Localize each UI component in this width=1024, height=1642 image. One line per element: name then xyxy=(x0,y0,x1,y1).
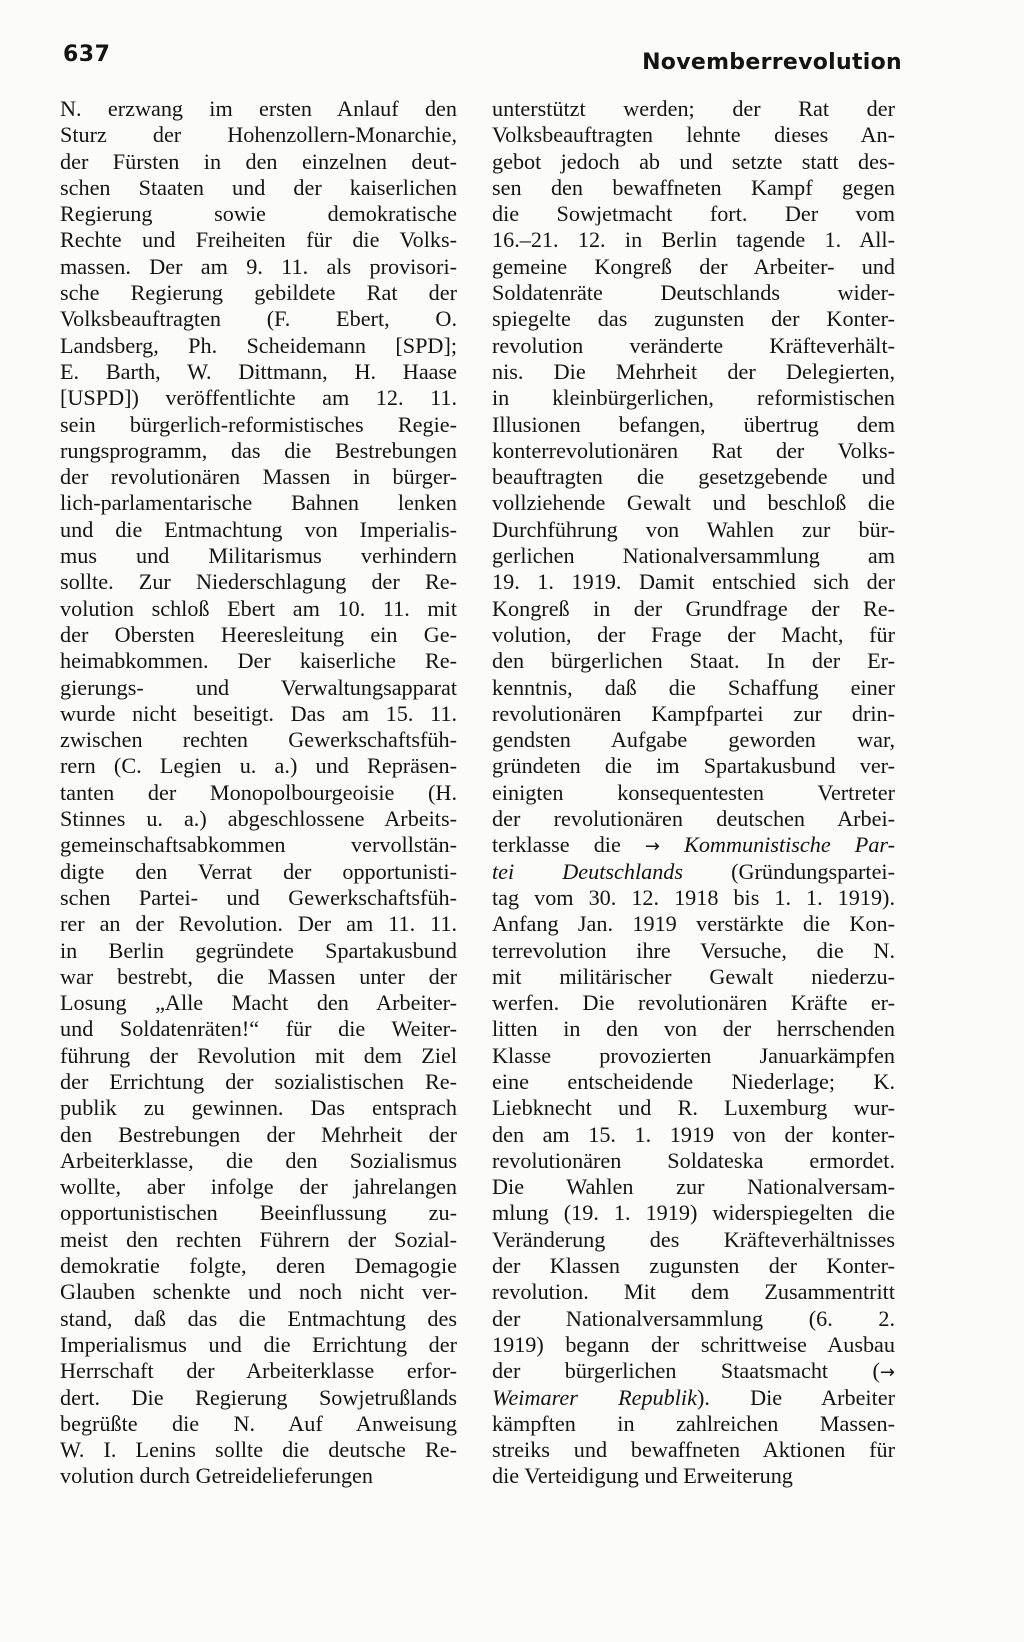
text-line: revolutionären Kampfpartei zur drin- xyxy=(492,700,895,726)
text-line: terrevolution ihre Versuche, die N. xyxy=(492,937,895,963)
text-line: Herrschaft der Arbeiterklasse erfor- xyxy=(60,1358,457,1384)
text-line: Stinnes u. a.) abgeschlossene Arbeits- xyxy=(60,806,457,832)
left-text-column xyxy=(60,96,457,1490)
text-line xyxy=(492,832,895,858)
text-line: Klasse provozierten Januarkämpfen xyxy=(492,1042,895,1068)
text-line: führung der Revolution mit dem Ziel xyxy=(60,1042,457,1068)
text-fragment: 1919) begann der schrittweise Ausbau xyxy=(492,1331,895,1357)
text-line: Landsberg, Ph. Scheidemann [SPD]; xyxy=(60,332,457,358)
text-fragment: der bürgerlichen Staatsmacht ( xyxy=(492,1358,880,1384)
text-line: konterrevolutionären Rat der Volks- xyxy=(492,437,895,463)
text-line: Volksbeauftragten lehnte dieses An- xyxy=(492,122,895,148)
text-line: Volksbeauftragten (F. Ebert, O. xyxy=(60,306,457,332)
text-line: volution, der Frage der Macht, für xyxy=(492,621,895,647)
text-line: Imperialismus und die Errichtung der xyxy=(60,1331,457,1357)
text-line: werfen. Die revolutionären Kräfte er- xyxy=(492,990,895,1016)
text-line: den am 15. 1. 1919 von der konter- xyxy=(492,1121,895,1147)
text-line xyxy=(492,859,895,885)
text-line: und die Entmachtung von Imperialis- xyxy=(60,516,457,542)
text-line xyxy=(492,1385,895,1411)
text-line: in kleinbürgerlichen, reformistischen xyxy=(492,385,895,411)
text-line: der Obersten Heeresleitung ein Ge- xyxy=(60,621,457,647)
text-line: sein bürgerlich-reformistisches Regie- xyxy=(60,411,457,437)
text-line: die Verteidigung und Erweiterung xyxy=(492,1463,793,1489)
text-line: begrüßte die N. Auf Anweisung xyxy=(60,1410,457,1436)
text-line: massen. Der am 9. 11. als provisori- xyxy=(60,253,457,279)
text-line: Glauben schenkte und noch nicht ver- xyxy=(60,1279,457,1305)
text-line: sche Regierung gebildete Rat der xyxy=(60,280,457,306)
text-line: Liebknecht und R. Luxemburg wur- xyxy=(492,1095,895,1121)
cross-reference-term: Weimarer Republik xyxy=(492,1384,697,1410)
text-line: Anfang Jan. 1919 verstärkte die Kon- xyxy=(492,911,895,937)
text-line: der revolutionären deutschen Arbei- xyxy=(492,806,895,832)
text-line: revolution. Mit dem Zusammentritt xyxy=(492,1279,895,1305)
text-line: gemeinschaftsabkommen vervollstän- xyxy=(60,832,457,858)
text-line: war bestrebt, die Massen unter der xyxy=(60,963,457,989)
text-line: gemeine Kongreß der Arbeiter- und xyxy=(492,253,895,279)
text-line: 16.–21. 12. in Berlin tagende 1. All- xyxy=(492,227,895,253)
text-line: dert. Die Regierung Sowjetrußlands xyxy=(60,1384,457,1410)
text-line: den Bestrebungen der Mehrheit der xyxy=(60,1121,457,1147)
cross-reference-term: tei Deutschlands xyxy=(492,858,684,884)
text-line: sen den bewaffneten Kampf gegen xyxy=(492,174,895,200)
text-line: volution schloß Ebert am 10. 11. mit xyxy=(60,595,457,621)
text-line: der Klassen zugunsten der Konter- xyxy=(492,1253,895,1279)
text-line: gründeten die im Spartakusbund ver- xyxy=(492,753,895,779)
text-line: litten in den von der herrschenden xyxy=(492,1016,895,1042)
text-line: Veränderung des Kräfteverhältnisses xyxy=(492,1226,895,1252)
text-line: einigten konsequentesten Vertreter xyxy=(492,779,895,805)
text-line: Durchführung von Wahlen zur bür- xyxy=(492,516,895,542)
text-line: digte den Verrat der opportunisti- xyxy=(60,858,457,884)
text-line: Losung „Alle Macht den Arbeiter- xyxy=(60,990,457,1016)
text-line: die Sowjetmacht fort. Der vom xyxy=(492,201,895,227)
text-line: kenntnis, daß die Schaffung einer xyxy=(492,674,895,700)
text-line: 19. 1. 1919. Damit entschied sich der xyxy=(492,569,895,595)
text-line: Illusionen befangen, übertrug dem xyxy=(492,411,895,437)
text-line: meist den rechten Führern der Sozial- xyxy=(60,1226,457,1252)
running-head: Novemberrevolution xyxy=(642,50,902,75)
text-line: N. erzwang im ersten Anlauf den xyxy=(60,96,457,121)
text-line: mit militärischer Gewalt niederzu- xyxy=(492,963,895,989)
text-line: stand, daß das die Entmachtung des xyxy=(60,1305,457,1331)
text-line: W. I. Lenins sollte die deutsche Re- xyxy=(60,1437,457,1463)
text-line: volution durch Getreidelieferungen xyxy=(60,1463,373,1489)
text-line: unterstützt werden; der Rat der xyxy=(492,96,895,121)
text-line: Kongreß in der Grundfrage der Re- xyxy=(492,595,895,621)
text-line: der Fürsten in den einzelnen deut- xyxy=(60,148,457,174)
text-line: heimabkommen. Der kaiserliche Re- xyxy=(60,648,457,674)
text-line: rern (C. Legien u. a.) und Repräsen- xyxy=(60,753,457,779)
text-line: mus und Militarismus verhindern xyxy=(60,543,457,569)
cross-reference-arrow-icon: → xyxy=(879,1362,895,1384)
text-line: rungsprogramm, das die Bestrebungen xyxy=(60,437,457,463)
page-number: 637 xyxy=(63,42,111,67)
text-line: mlung (19. 1. 1919) widerspiegelten die xyxy=(492,1200,895,1226)
text-fragment: (Gründungspartei- xyxy=(683,858,895,884)
text-line: in Berlin gegründete Spartakusbund xyxy=(60,937,457,963)
text-line: nis. Die Mehrheit der Delegierten, xyxy=(492,358,895,384)
text-line: den bürgerlichen Staat. In der Er- xyxy=(492,648,895,674)
text-line: E. Barth, W. Dittmann, H. Haase xyxy=(60,358,457,384)
text-line: zwischen rechten Gewerkschaftsfüh- xyxy=(60,727,457,753)
text-line: publik zu gewinnen. Das entsprach xyxy=(60,1095,457,1121)
text-line: Die Wahlen zur Nationalversam- xyxy=(492,1174,895,1200)
text-line: revolution veränderte Kräfteverhält- xyxy=(492,332,895,358)
text-line xyxy=(492,1332,895,1358)
text-line: spiegelte das zugunsten der Konter- xyxy=(492,306,895,332)
text-line: sollte. Zur Niederschlagung der Re- xyxy=(60,569,457,595)
text-fragment: ). Die Arbeiter xyxy=(696,1384,895,1410)
text-line: lich-parlamentarische Bahnen lenken xyxy=(60,490,457,516)
text-line: streiks und bewaffneten Aktionen für xyxy=(492,1437,895,1463)
text-fragment: terklasse die xyxy=(492,832,645,858)
text-line: gebot jedoch ab und setzte statt des- xyxy=(492,148,895,174)
text-line: vollziehende Gewalt und beschloß die xyxy=(492,490,895,516)
text-line: wollte, aber infolge der jahrelangen xyxy=(60,1174,457,1200)
text-line: der revolutionären Massen in bürger- xyxy=(60,464,457,490)
cross-reference-arrow-icon: → xyxy=(644,836,660,858)
text-line: Regierung sowie demokratische xyxy=(60,201,457,227)
text-line: Sturz der Hohenzollern-Monarchie, xyxy=(60,122,457,148)
text-line: demokratie folgte, deren Demagogie xyxy=(60,1253,457,1279)
cross-reference-term: Kommunistische Par- xyxy=(659,832,895,858)
text-line: tanten der Monopolbourgeoisie (H. xyxy=(60,779,457,805)
text-line: rer an der Revolution. Der am 11. 11. xyxy=(60,911,457,937)
text-line xyxy=(492,1358,895,1384)
text-line: der Errichtung der sozialistischen Re- xyxy=(60,1068,457,1094)
text-line: und Soldatenräten!“ für die Weiter- xyxy=(60,1016,457,1042)
text-line: revolutionären Soldateska ermordet. xyxy=(492,1147,895,1173)
text-line: Soldatenräte Deutschlands wider- xyxy=(492,280,895,306)
text-line: gerlichen Nationalversammlung am xyxy=(492,543,895,569)
text-line: der Nationalversammlung (6. 2. xyxy=(492,1305,895,1331)
text-line: eine entscheidende Niederlage; K. xyxy=(492,1068,895,1094)
text-line: gendsten Aufgabe geworden war, xyxy=(492,727,895,753)
text-line: kämpften in zahlreichen Massen- xyxy=(492,1410,895,1436)
text-line: wurde nicht beseitigt. Das am 15. 11. xyxy=(60,700,457,726)
text-line: tag vom 30. 12. 1918 bis 1. 1. 1919). xyxy=(492,884,895,910)
right-text-column xyxy=(492,96,895,1490)
text-line: schen Staaten und der kaiserlichen xyxy=(60,174,457,200)
text-line: gierungs- und Verwaltungsapparat xyxy=(60,674,457,700)
text-line: Arbeiterklasse, die den Sozialismus xyxy=(60,1147,457,1173)
text-line: schen Partei- und Gewerkschaftsfüh- xyxy=(60,884,457,910)
text-line: [USPD]) veröffentlichte am 12. 11. xyxy=(60,385,457,411)
text-line: Rechte und Freiheiten für die Volks- xyxy=(60,227,457,253)
text-line: opportunistischen Beeinflussung zu- xyxy=(60,1200,457,1226)
text-line: beauftragten die gesetzgebende und xyxy=(492,464,895,490)
